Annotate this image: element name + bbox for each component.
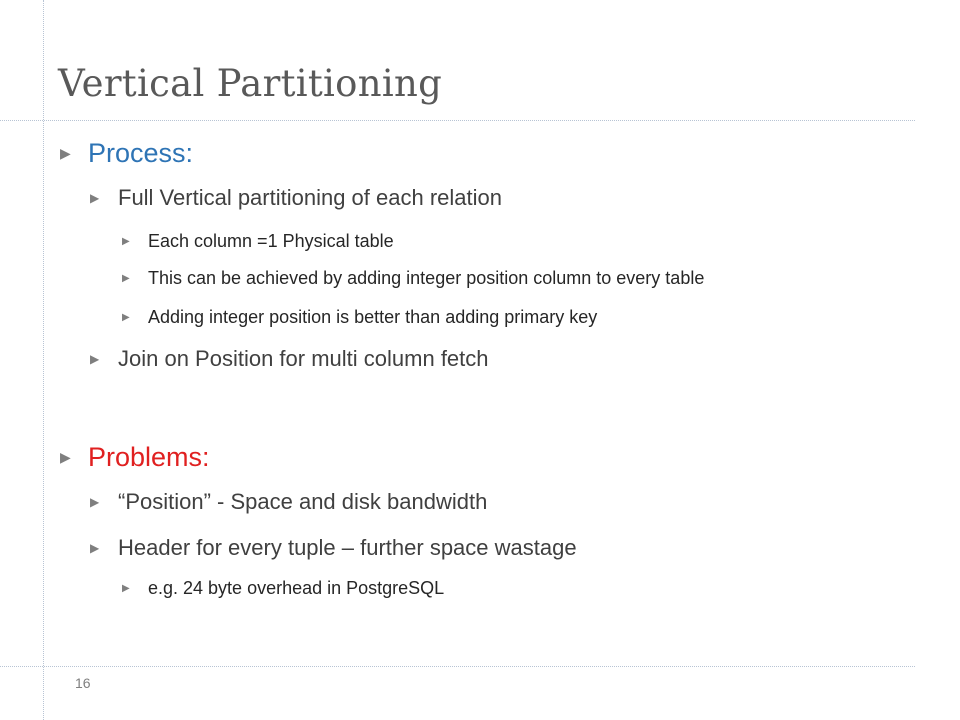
sub-list-item xyxy=(122,231,394,252)
title-dotted-rule xyxy=(0,120,915,121)
slide-title: Vertical Partitioning xyxy=(58,62,443,105)
list-item-text: Join on Position for multi column fetch xyxy=(118,346,489,371)
page-number: 16 xyxy=(75,675,91,691)
footer-dotted-rule xyxy=(0,666,915,667)
sub-list-item xyxy=(122,578,444,599)
list-item xyxy=(90,489,487,515)
bullet-triangle-icon: ▶ xyxy=(60,145,71,161)
bullet-triangle-icon: ▶ xyxy=(90,541,100,555)
bullet-triangle-icon: ▶ xyxy=(60,449,71,465)
sub-list-item-text: Each column =1 Physical table xyxy=(148,231,394,251)
bullet-triangle-icon: ▶ xyxy=(90,495,100,509)
sub-list-item-text: This can be achieved by adding integer position column to every table xyxy=(148,268,705,288)
process-heading xyxy=(60,138,193,169)
process-heading-text: Process: xyxy=(88,138,194,168)
list-item-text: Full Vertical partitioning of each relation xyxy=(118,185,502,210)
problems-heading xyxy=(60,442,210,473)
list-item-text: “Position” - Space and disk bandwidth xyxy=(118,489,488,514)
sub-list-item-text: Adding integer position is better than adding primary key xyxy=(148,307,598,327)
bullet-triangle-icon: ▶ xyxy=(90,191,100,205)
bullet-triangle-icon: ▶ xyxy=(90,352,100,366)
left-dotted-rule xyxy=(43,0,44,720)
sub-list-item-text: e.g. 24 byte overhead in PostgreSQL xyxy=(148,578,445,598)
list-item xyxy=(90,346,489,372)
bullet-triangle-icon: ▶ xyxy=(122,312,130,323)
sub-list-item xyxy=(122,268,704,289)
sub-list-item xyxy=(122,307,597,328)
bullet-triangle-icon: ▶ xyxy=(122,236,130,247)
bullet-triangle-icon: ▶ xyxy=(122,583,130,594)
bullet-triangle-icon: ▶ xyxy=(122,273,130,284)
list-item xyxy=(90,185,502,211)
problems-heading-text: Problems: xyxy=(88,442,210,472)
list-item xyxy=(90,535,577,561)
list-item-text: Header for every tuple – further space wastage xyxy=(118,535,577,560)
